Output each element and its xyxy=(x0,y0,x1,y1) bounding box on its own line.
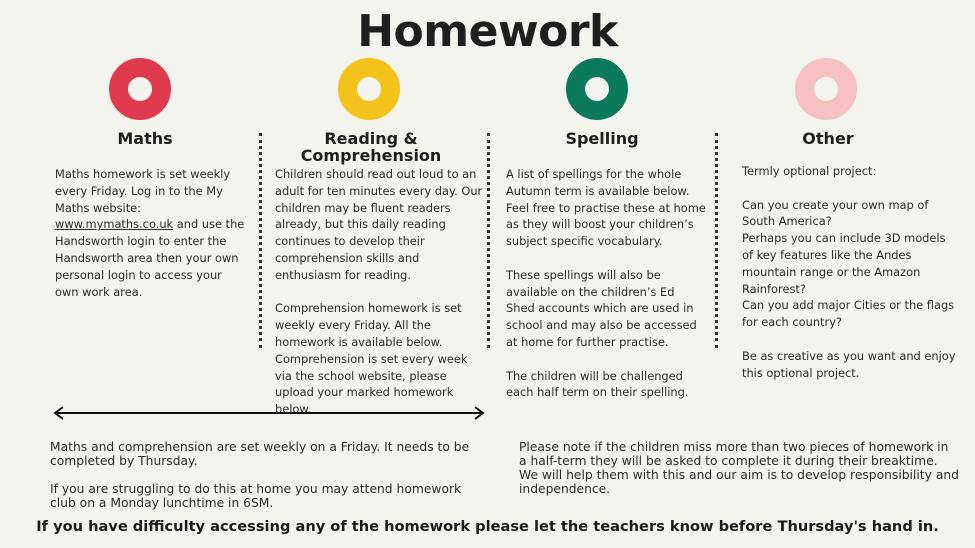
other-heading-label: Other xyxy=(802,129,854,148)
bottom-right-paragraph-1: Please note if the children miss more than two pieces of homework in a half-term they will be asked to complete it during their breaktime. We will help them with this and our aim is to develop responsibility and independence. xyxy=(519,440,959,496)
spelling-paragraph-3: The children will be challenged each half term on their spelling. xyxy=(506,368,689,400)
spelling-heading xyxy=(517,130,687,147)
pink-ring-icon xyxy=(795,58,857,120)
reading-heading xyxy=(276,130,466,164)
yellow-ring-icon xyxy=(338,58,400,120)
reading-text xyxy=(275,166,485,435)
column-divider xyxy=(487,133,490,348)
bottom-left-paragraph-2: If you are struggling to do this at home you may attend homework club on a Monday lunchtime in 6SM. xyxy=(50,482,462,510)
other-text xyxy=(742,163,957,398)
column-divider xyxy=(715,133,718,348)
footer-notice: If you have difficulty accessing any of the homework please let the teachers know before Thursday's hand in. xyxy=(36,518,939,535)
double-arrow-icon xyxy=(53,405,485,421)
reading-paragraph-1: Children should read out loud to an adult for ten minutes every day. Our children may be fluent readers already, but this daily reading continues to develop their comprehension skills and enthusiasm for reading. xyxy=(275,167,483,282)
maths-text xyxy=(55,166,245,317)
bottom-left-paragraph-1: Maths and comprehension are set weekly on a Friday. It needs to be completed by Thursday. xyxy=(50,440,470,468)
column-divider xyxy=(259,133,262,348)
reading-heading-line2: Comprehension xyxy=(300,146,442,165)
reading-paragraph-2: Comprehension homework is set weekly every Friday. All the homework is available below. Comprehension is set every week via the school website, please upload your marked homework below. xyxy=(275,301,468,417)
other-paragraph-2: Can you create your own map of South America? Perhaps you can include 3D models of key features like the Andes mountain range or the Amazon Rainforest? Can you add major Cities or the flags for each country? xyxy=(742,197,955,330)
other-paragraph-3: Be as creative as you want and enjoy this optional project. xyxy=(742,348,956,380)
page-title: Homework xyxy=(357,6,618,57)
spelling-heading-label: Spelling xyxy=(565,129,639,148)
maths-heading-label: Maths xyxy=(117,129,173,148)
spelling-paragraph-1: A list of spellings for the whole Autumn term is available below. Feel free to practise these at home as they will boost your children’s subject specific vocabulary. xyxy=(506,167,706,249)
other-paragraph-1: Termly optional project: xyxy=(742,164,877,178)
spelling-paragraph-2: These spellings will also be available on the children’s Ed Shed accounts which are used in school and may also be accessed at home for further practise. xyxy=(506,267,697,349)
maths-text-after-link: and use the Handsworth login to enter the Handsworth area then your own personal login to access your own work area. xyxy=(55,217,245,299)
reading-heading-line1: Reading & xyxy=(324,129,418,148)
mymaths-link[interactable]: www.mymaths.co.uk xyxy=(55,217,174,232)
maths-paragraph xyxy=(55,166,245,300)
spelling-text xyxy=(506,166,706,418)
maths-text-before-link: Maths homework is set weekly every Friday. Log in to the My Maths website: xyxy=(55,167,231,215)
bottom-left-notes xyxy=(50,440,490,524)
bottom-right-notes xyxy=(519,440,959,510)
other-heading xyxy=(743,130,913,147)
green-ring-icon xyxy=(566,58,628,120)
red-ring-icon xyxy=(109,58,171,120)
maths-heading xyxy=(60,130,230,147)
